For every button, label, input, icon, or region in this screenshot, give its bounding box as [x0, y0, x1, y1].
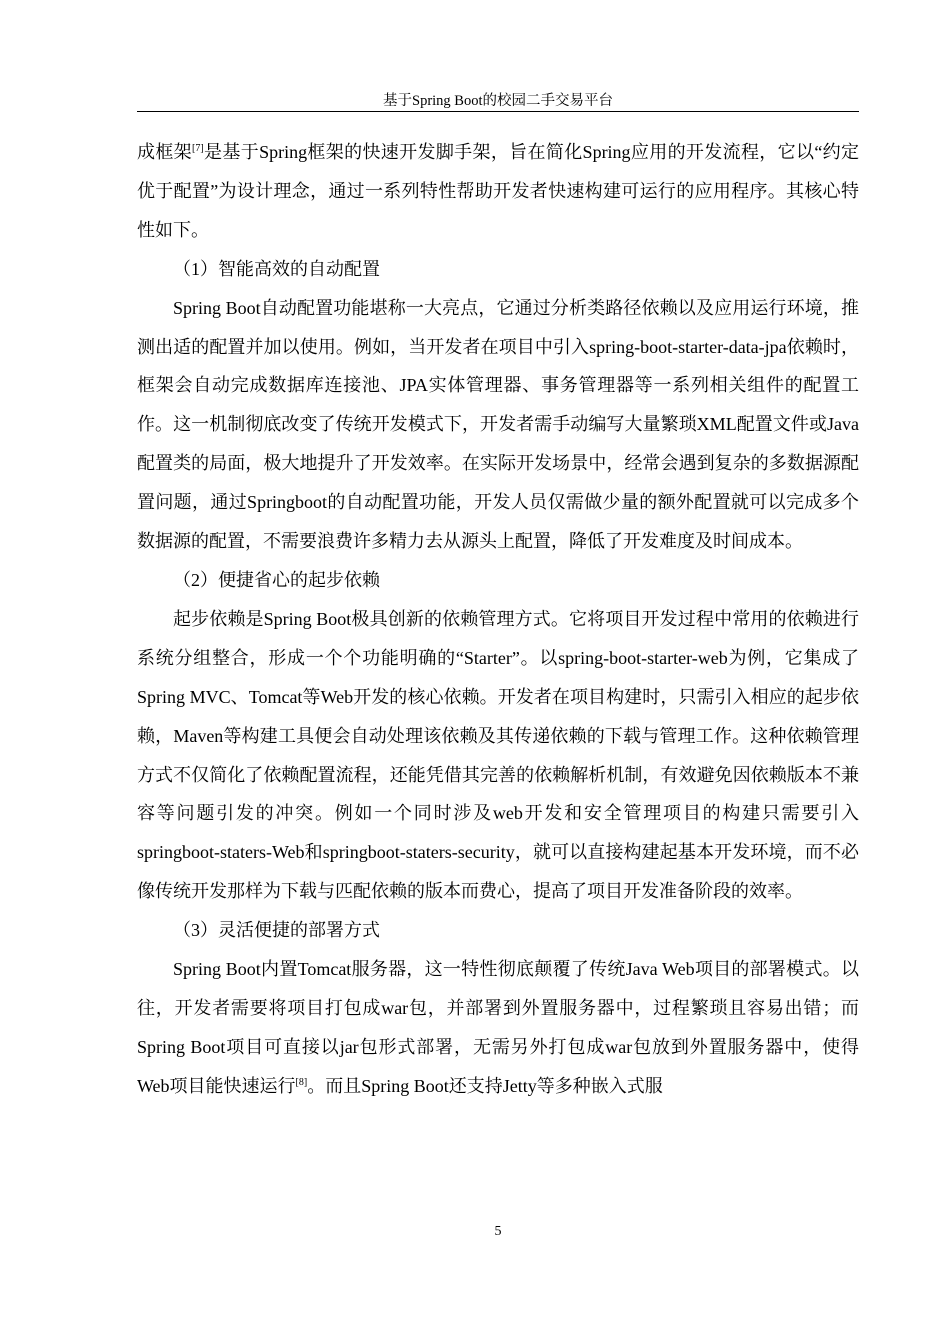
section-heading-starter-deps: （2）便捷省心的起步依赖 — [173, 569, 380, 590]
page-number: 5 — [494, 1224, 502, 1239]
citation-7: [7] — [192, 143, 204, 154]
section-heading-deployment: （3）灵活便捷的部署方式 — [173, 920, 380, 941]
paragraph-text: Spring Boot内置Tomcat服务器，这一特性彻底颠覆了传统Java Web项目的部署模式。以往，开发者需要将项目打包成war包，并部署到外置服务器中，过程繁琐且容易出错；而Spring Boot项目可直接以jar包形式部署，无需另外打包成war包放到外置服务器中，使得Web项目能快速运行 — [137, 959, 859, 1096]
section-heading-auto-config: （1）智能高效的自动配置 — [173, 258, 380, 279]
body-text — [137, 133, 859, 1106]
paragraph-text: 成框架 — [137, 142, 193, 162]
paragraph-continued — [137, 133, 859, 250]
header-rule — [137, 111, 859, 112]
paragraph-text: 是基于Spring框架的快速开发脚手架，旨在简化Spring应用的开发流程，它以“约定优于配置”为设计理念，通过一系列特性帮助开发者快速构建可运行的应用程序。其核心特性如下。 — [137, 142, 860, 240]
paragraph-auto-config: Spring Boot自动配置功能堪称一大亮点，它通过分析类路径依赖以及应用运行环境，推测出适的配置并加以使用。例如，当开发者在项目中引入spring-boot-starter-data-jpa依赖时，框架会自动完成数据库连接池、JPA实体管理器、事务管理器等一系列相关组件的配置工作。这一机制彻底改变了传统开发模式下，开发者需手动编写大量繁琐XML配置文件或Java配置类的局面，极大地提升了开发效率。在实际开发场景中，经常会遇到复杂的多数据源配置问题，通过Springboot的自动配置功能，开发人员仅需做少量的额外配置就可以完成多个数据源的配置，不需要浪费许多精力去从源头上配置，降低了开发难度及时间成本。 — [137, 297, 859, 552]
citation-8: [8] — [295, 1076, 308, 1088]
running-header: 基于Spring Boot的校园二手交易平台 — [383, 93, 613, 109]
paragraph-deployment — [137, 950, 859, 1106]
paragraph-starter-deps: 起步依赖是Spring Boot极具创新的依赖管理方式。它将项目开发过程中常用的依赖进行系统分组整合，形成一个个功能明确的“Starter”。以spring-boot-starter-web为例，它集成了Spring MVC、Tomcat等Web开发的核心依赖。开发者在项目构建时，只需引入相应的起步依赖，Maven等构建工具便会自动处理该依赖及其传递依赖的下载与管理工作。这种依赖管理方式不仅简化了依赖配置流程，还能凭借其完善的依赖解析机制，有效避免因依赖版本不兼容等问题引发的冲突。例如一个同时涉及web开发和安全管理项目的构建只需要引入springboot-staters-Web和springboot-staters-security，就可以直接构建起基本开发环境，而不必像传统开发那样为下载与匹配依赖的版本而费心，提高了项目开发准备阶段的效率。 — [137, 608, 859, 902]
paragraph-text: 。而且Spring Boot还支持Jetty等多种嵌入式服 — [307, 1075, 663, 1096]
